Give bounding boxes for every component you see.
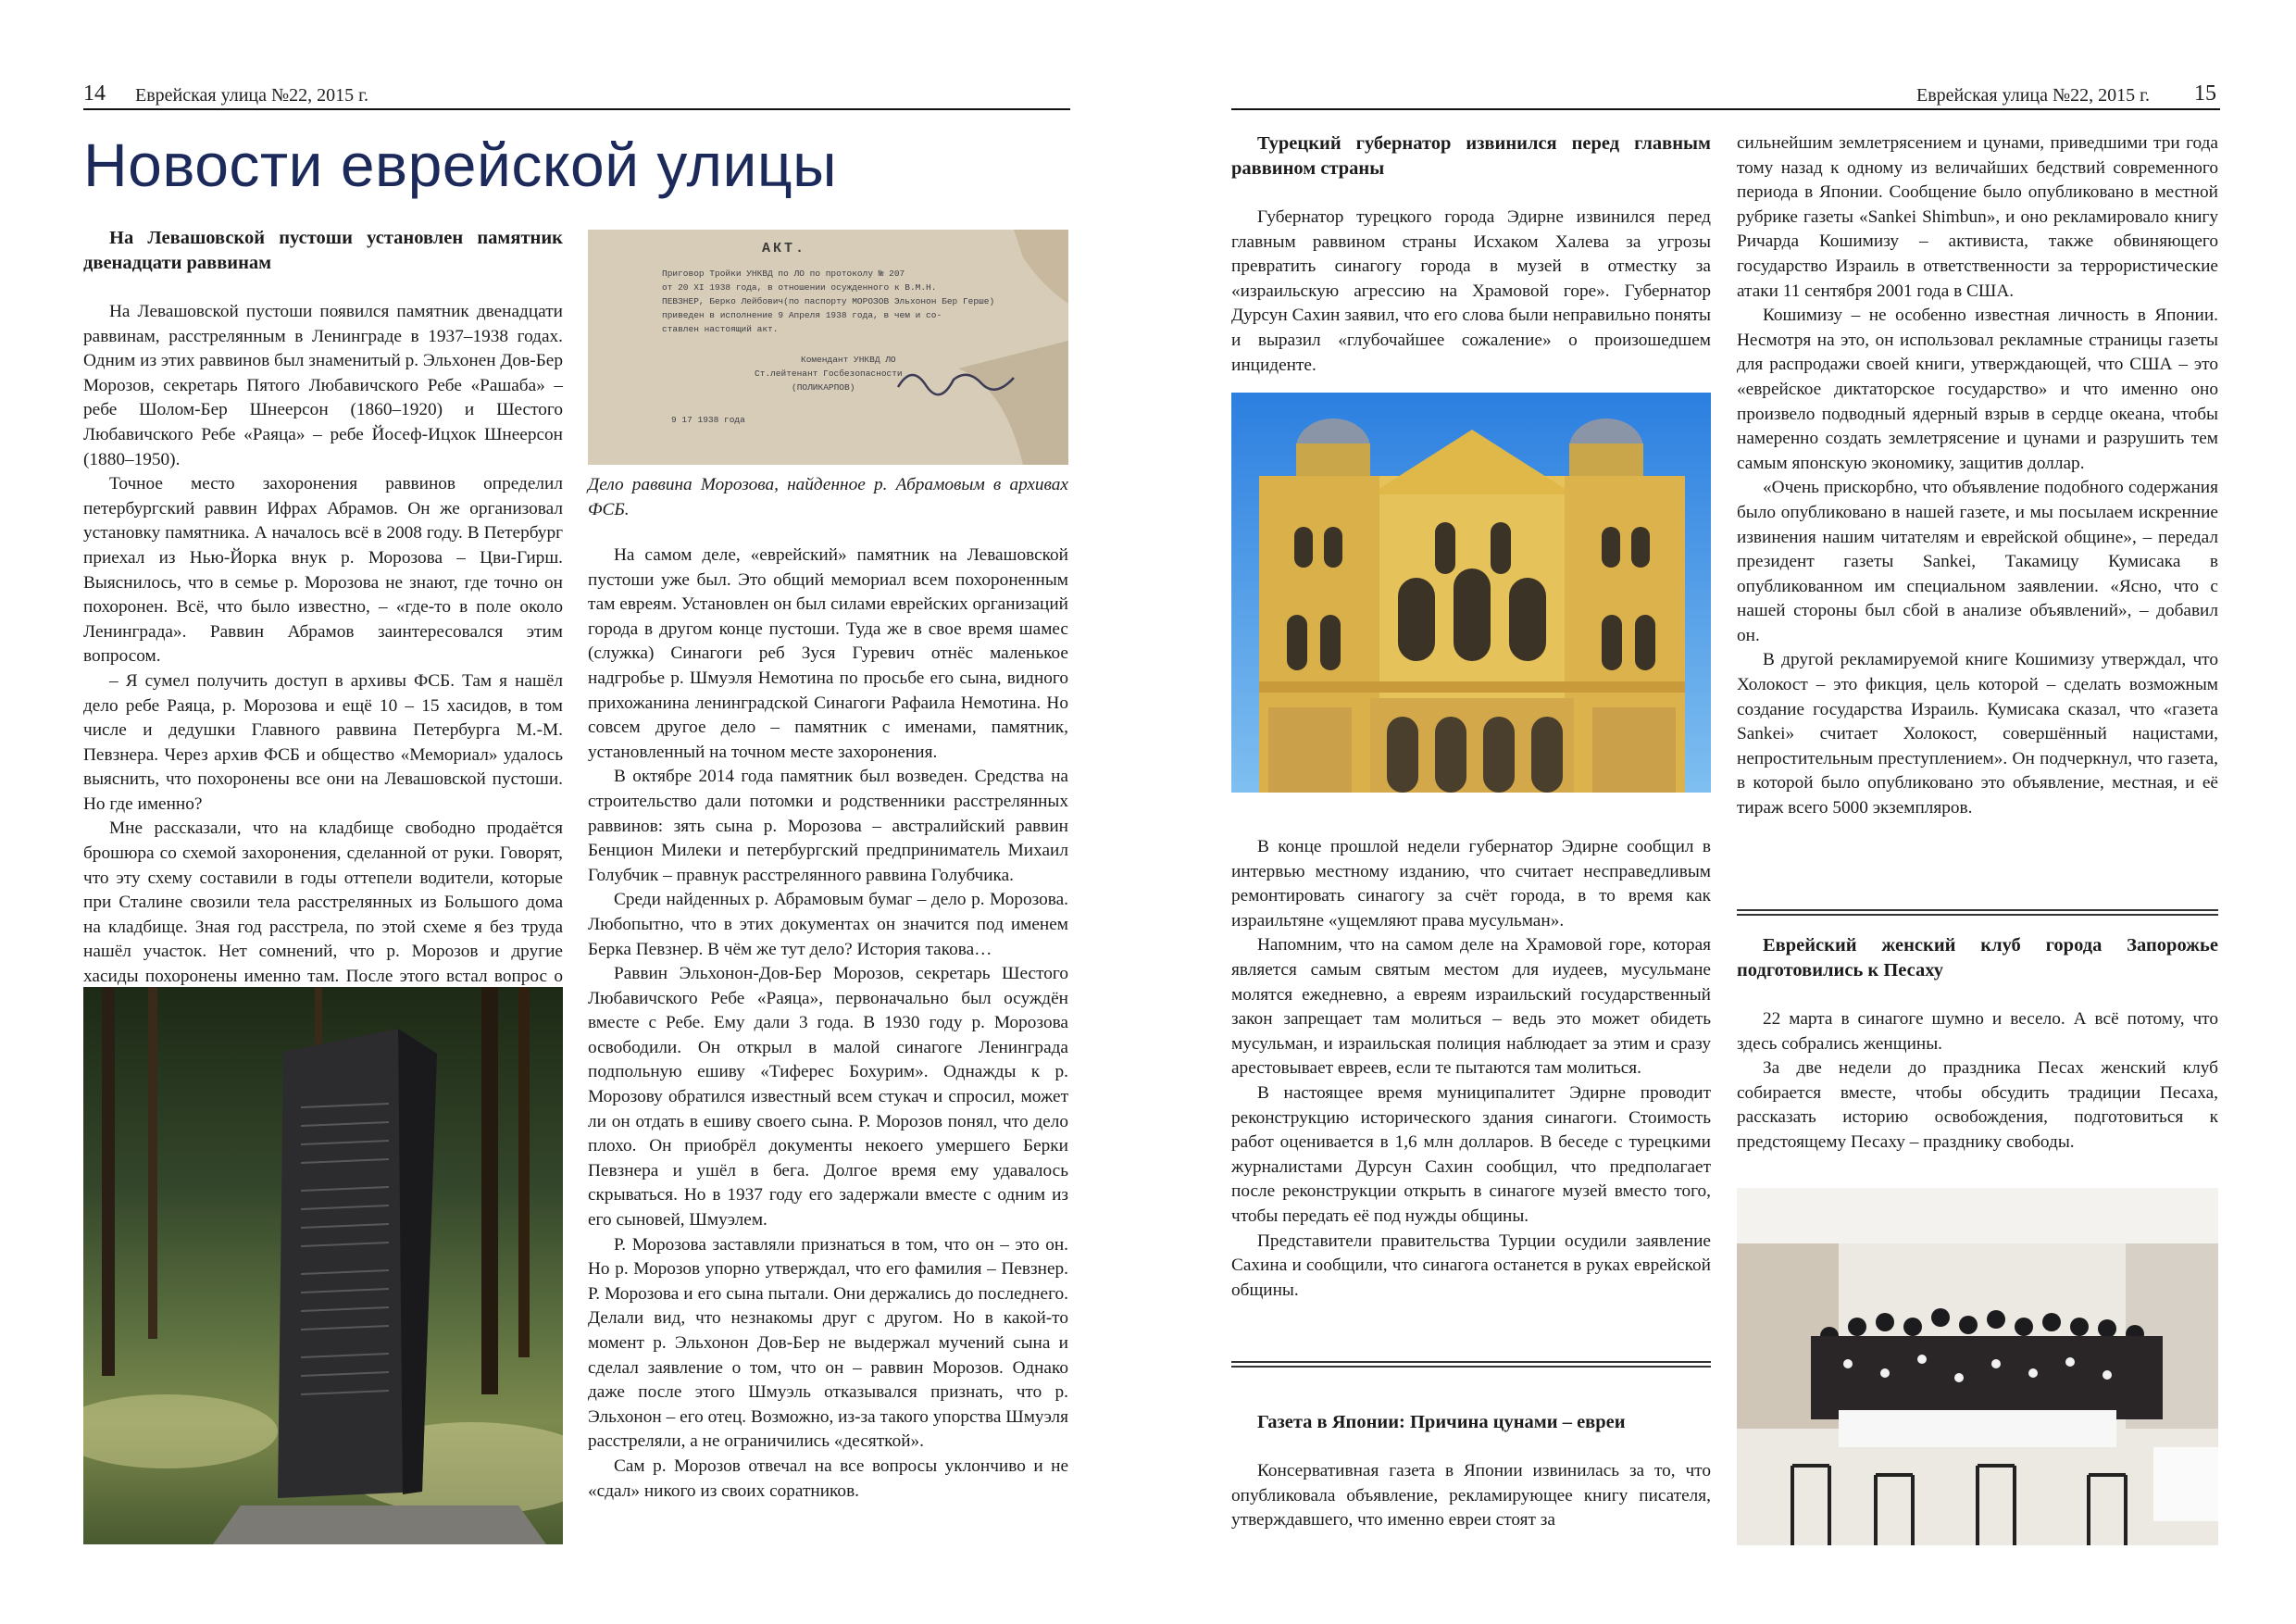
article-japan xyxy=(1231,1410,1711,1533)
synagogue-photo xyxy=(1231,393,1711,793)
document-line: приведен в исполнение 9 Апреля 1938 года, в чем и со- xyxy=(662,310,942,320)
paragraph: Губернатор турецкого города Эдирне извинился перед главным раввином страны Исхаком Халева за угрозы превратить синагогу города в музей в отместку за «израильскую агрессию на Храмовой горе». Губернатор Дурсун Сахин заявил, что его слова были неправильно поняты и выразил «глубочайшее сожаление» о произошедшем инциденте. xyxy=(1231,207,1711,375)
paragraph: Напомним, что на самом деле на Храмовой горе, которая является самым святым местом для иудеев, мусульмане молятся ежедневно, а евреям израильский государственный закон запрещает там молиться – ведь это может обидеть мусульман, и израильская полиция наблюдает за этим и сразу арестовывает евреев, если те пытаются там молиться. xyxy=(1231,935,1711,1079)
document-line: (ПОЛИКАРПОВ) xyxy=(792,382,855,393)
document-title: АКТ. xyxy=(762,241,807,256)
article-levashovo-col1 xyxy=(83,226,563,1014)
header-rule-right xyxy=(1231,108,2220,110)
paragraph: Среди найденных р. Абрамовым бумаг – дело р. Морозова. Любопытно, что в этих документах он значится под именем Берка Певзнер. В чём же тут дело? История такова… xyxy=(588,890,1068,959)
headline-levashovo: На Левашовской пустоши установлен памятник двенадцати раввинам xyxy=(83,228,563,273)
document-line: Ст.лейтенант Госбезопасности xyxy=(755,369,903,379)
document-line: от 20 XI 1938 года, в отношении осужденного к В.М.Н. xyxy=(662,282,937,293)
paragraph: «Очень прискорбно, что объявление подобного содержания было опубликовано в нашей газете, и мы посылаем искренние извинения нашим читателям и еврейской общине», – передал президент газеты Sankei, Такамицу Кумисака в опубликованном им специальном заявлении. «Ясно, что с нашей стороны был сбой в анализе объявлений», – добавил он. xyxy=(1737,478,2218,645)
headline-turkey: Турецкий губернатор извинился перед главным раввином страны xyxy=(1231,133,1711,179)
running-head-left: Еврейская улица №22, 2015 г. xyxy=(135,85,369,106)
headline-japan: Газета в Японии: Причина цунами – евреи xyxy=(1257,1412,1626,1432)
paragraph: В октябре 2014 года памятник был возведен. Средства на строительство дали потомки и родственники расстрелянных раввинов: зять сына р. Морозова – австралийский раввин Бенцион Милеки и петербургский предприниматель Михаил Голубчик – правнук расстрелянного раввина Голубчика. xyxy=(588,767,1068,885)
running-head-right: Еврейская улица №22, 2015 г. xyxy=(1916,85,2151,106)
document-line: Приговор Тройки УНКВД по ЛО по протоколу № 207 xyxy=(662,269,905,279)
group-photo-illustration xyxy=(1737,1188,2218,1545)
article-divider xyxy=(1737,909,2218,916)
paragraph: За две недели до праздника Песах женский клуб собирается вместе, чтобы обсудить традиции Песаха, рассказать историю освобождения, подготовиться к предстоящему Песаху – празднику свободы. xyxy=(1737,1058,2218,1152)
headline-zaporozhye: Еврейский женский клуб города Запорожье подготовились к Песаху xyxy=(1737,935,2218,981)
document-line: ПЕВЗНЕР, Берко Лейбович(по паспорту МОРОЗОВ Эльхонон Бер Герше) xyxy=(662,296,995,306)
article-divider xyxy=(1231,1361,1711,1368)
paragraph: Мне рассказали, что на кладбище свободно продаётся брошюра со схемой захоронения, сделанной от руки. Говорят, что эту схему составили в годы оттепели водители, которые при Сталине свозили тела расстрелянных из Большого дома на кладбище. Зная год расстрела, по этой схеме я без труда нашёл участок. Нет сомнений, что р. Морозов и другие хасиды похоронены именно там. После этого встал вопрос о xyxy=(83,818,563,987)
document-text xyxy=(662,267,994,427)
paragraph: – Я сумел получить доступ в архивы ФСБ. Там я нашёл дело ребе Раяца, р. Морозова и ещё 10 – 15 хасидов, в том числе и дедушки Главного раввина Петербурга М.-М. Певзнера. Через архив ФСБ и общество «Мемориал» удалось выяснить, что похоронены все они на Левашовской пустоши. Но где именно? xyxy=(83,670,563,814)
paragraph: На Левашовской пустоши появился памятник двенадцати раввинам, расстрелянным в Ленинграде в 1937–1938 годах. Одним из этих раввинов был знаменитый р. Эльхонен Дов-Бер Морозов, секретарь Пятого Любавичского Ребе «Рашаба» – ребе Шолом-Бер Шнеерсон (1860–1920) и Шестого Любавичского Ребе «Раяца» – ребе Йосеф-Ицхок Шнеерсон (1880–1950). xyxy=(83,302,563,469)
page-number-right: 15 xyxy=(2194,81,2216,106)
archive-document-photo xyxy=(588,230,1068,465)
paragraph: Точное место захоронения раввинов определил петербургский раввин Ифрах Абрамов. Он же организовал установку памятника. А началось всё в 2008 году. В Петербург приехал из Нью-Йорка внук р. Морозова – Цви-Гирш. Выяснилось, что в семье р. Морозова не знают, где точно он похоронен. Всё, что было известно, – «где-то в поле около Ленинграда». Раввин Абрамов заинтересовался этим вопросом. xyxy=(83,474,563,667)
paragraph: Р. Морозова заставляли признаться в том, что он – это он. Но р. Морозов упорно утверждал, что его фамилия – Певзнер. Р. Морозова и его сына пытали. Они держались до последнего. Делали вид, что незнакомы друг с другом. Но в какой-то момент р. Эльхонон Дов-Бер не выдержал мучений сына и сделал заявление о том, что он – раввин Морозов. Однако даже после этого Шмуэль отказывался признать, что р. Эльхонон – его отец. Возможно, из-за такого упорства Шмуэля расстреляли, а не ограничились «десяткой». xyxy=(588,1234,1068,1452)
monument-photo xyxy=(83,987,563,1544)
paragraph: Раввин Эльхонон-Дов-Бер Морозов, секретарь Шестого Любавичского Ребе «Раяца», первоначально был осуждён вместе с Ребе. Ему дали 3 года. В 1930 году р. Морозова освободили. Он открыл в малой синагоге Ленинграда подпольную ешиву «Тиферес Бохурим». Однажды к р. Морозову обратился известный всем стукач и спросил, может ли он отдать в ешиву своего сына. Р. Морозов понял, что дело плохо. Он приобрёл документы некоего умершего Берки Певзнера и ушёл в бега. Долгое время ему удавалось скрываться. Но в 1937 году его задержали вместе с одним из его сыновей, Шмуэлем. xyxy=(588,964,1068,1230)
paragraph: В конце прошлой недели губернатор Эдирне сообщил в интервью местному изданию, что считает несправедливым ремонтировать синагогу за счёт города, в то время как израильтяне «ущемляют права мусульман». xyxy=(1231,837,1711,931)
document-line: 9 17 1938 года xyxy=(671,415,745,425)
article-turkey-cont xyxy=(1231,835,1711,1303)
photo-caption: Дело раввина Морозова, найденное р. Абрамовым в архивах ФСБ. xyxy=(588,475,1068,519)
signature-illustration xyxy=(893,359,1023,396)
page-number-left: 14 xyxy=(83,81,106,106)
article-levashovo-col2 xyxy=(588,543,1068,1504)
paragraph: Консервативная газета в Японии извинилась за то, что опубликовала объявление, рекламирующее книгу писателя, утверждавшего, что именно евреи стоят за xyxy=(1231,1461,1711,1530)
paragraph: сильнейшим землетрясением и цунами, приведшими три года тому назад к одному из величайших бедствий современного периода в Японии. Сообщение было опубликовано в местной рубрике газеты «Sankei Shimbun», и оно рекламировало книгу Ричарда Кошимизу – активиста, также обвиняющего государство Израиль в ответственности за террористические атаки 11 сентября 2001 года в США. xyxy=(1737,133,2218,301)
header-rule-left xyxy=(83,108,1070,110)
article-zaporozhye xyxy=(1737,933,2218,1156)
document-line: Комендант УНКВД ЛО xyxy=(801,355,896,365)
paragraph: На самом деле, «еврейский» памятник на Левашовской пустоши уже был. Это общий мемориал всем похороненным там евреям. Установлен он был силами еврейских организаций города в другом конце пустоши. Туда же в свое время шамес (служка) Синагоги реб Зуся Гуревич отнёс маленькое надгробье р. Шмуэля Немотина по просьбе его сына, видного прихожанина ленинградской Синагоги Рафаила Немотина. Но совсем другое дело – памятник с именами, памятник, установленный на точном месте захоронения. xyxy=(588,545,1068,762)
synagogue-illustration xyxy=(1231,393,1711,793)
paragraph: В настоящее время муниципалитет Эдирне проводит реконструкцию исторического здания синагоги. Стоимость работ оценивается в 1,6 млн долларов. В беседе с турецкими журналистами Дурсун Сахин сообщил, что предполагает после реконструкции открыть в синагоге музей вместо того, чтобы передать её под нужды общины. xyxy=(1231,1082,1711,1226)
section-title: Новости еврейской улицы xyxy=(83,131,838,199)
document-line: ставлен настоящий акт. xyxy=(662,324,779,334)
paragraph: Сам р. Морозов отвечал на все вопросы уклончиво и не «сдал» никого из своих соратников. xyxy=(588,1455,1068,1501)
article-turkey xyxy=(1231,131,1711,378)
paragraph: В другой рекламируемой книге Кошимизу утверждал, что Холокост – это фикция, цель которой – сделать возможным создание государства Израиль. Кумисака сказал, что «газета Sankei» считает Холокост, совершённый нацистами, непростительным преступлением». Он подчеркнул, что газета, в которой было опубликовано это объявление, местная, и её тираж всего 5000 экземпляров. xyxy=(1737,650,2218,818)
paragraph: 22 марта в синагоге шумно и весело. А всё потому, что здесь собрались женщины. xyxy=(1737,1009,2218,1054)
article-japan-cont xyxy=(1737,131,2218,821)
paragraph: Кошимизу – не особенно известная личность в Японии. Несмотря на это, он использовал рекламные страницы газеты для распродажи своей книги, утверждающей, что США – это «еврейское диктаторское государство» и что именно оно произвело подводный ядерный взрыв в сердце океана, чтобы намеренно создать землетрясение и цунами и разрушить тем самым японскую экономику, защитив доллар. xyxy=(1737,306,2218,473)
paragraph: Представители правительства Турции осудили заявление Сахина и сообщили, что синагога останется в руках еврейской общины. xyxy=(1231,1230,1711,1300)
womens-club-photo xyxy=(1737,1188,2218,1545)
forest-illustration xyxy=(83,987,563,1544)
